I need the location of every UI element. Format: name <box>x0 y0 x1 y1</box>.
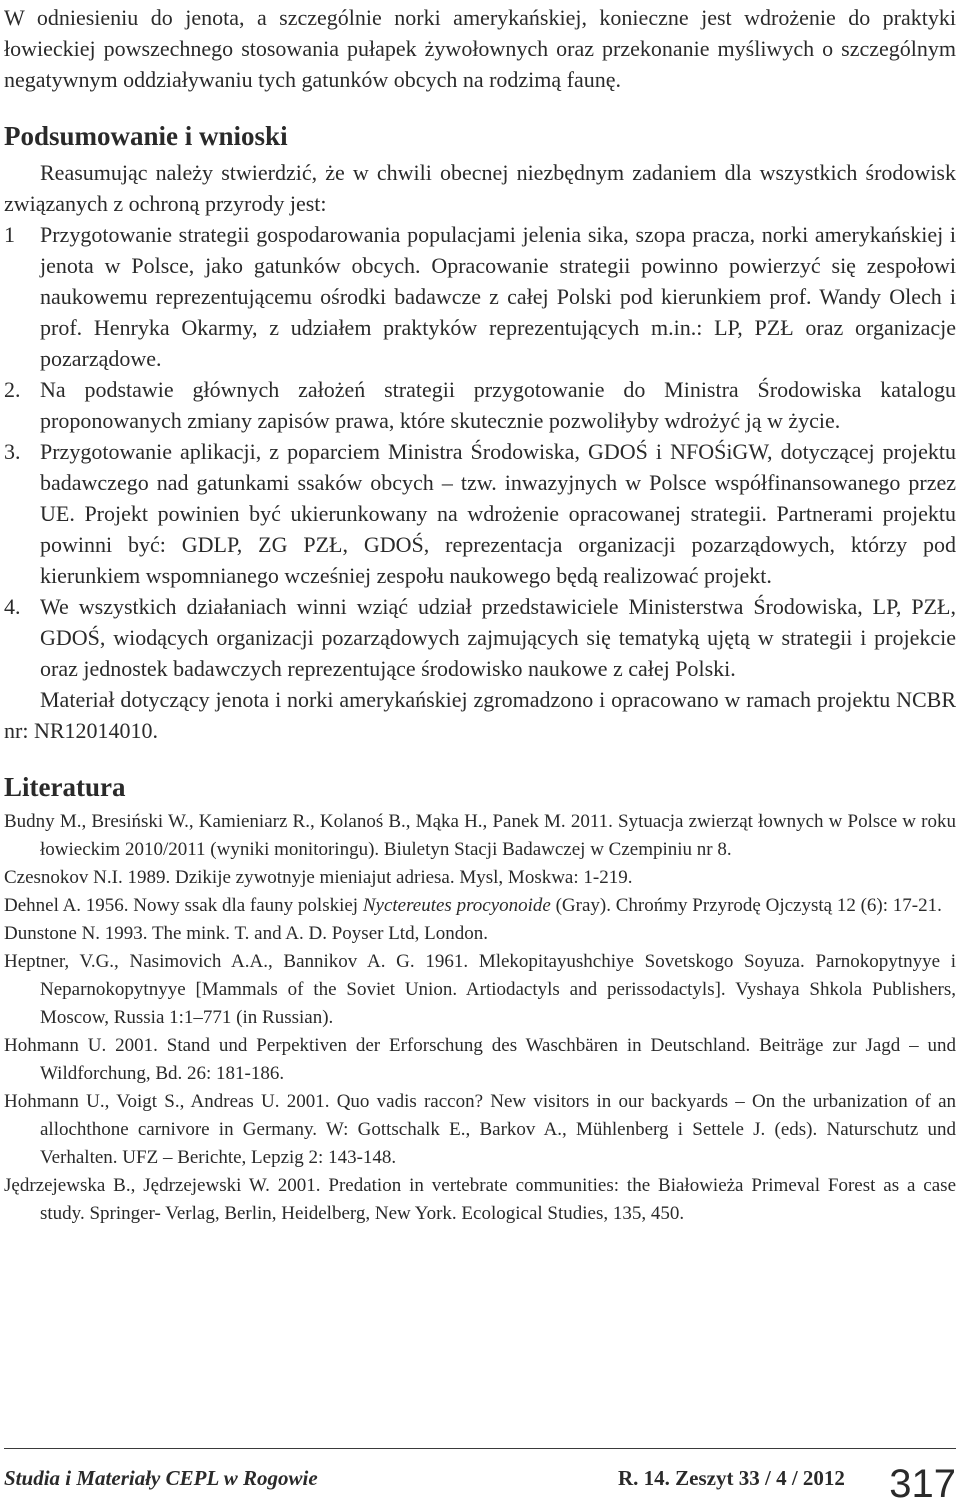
list-item <box>4 374 956 436</box>
body-text <box>4 2 956 1228</box>
reference-entry <box>4 864 956 892</box>
summary-lead-paragraph: Reasumując należy stwierdzić, że w chwili obecnej niezbędnym zadaniem dla wszystkich środowisk związanych z ochroną przyrody jest: <box>4 160 956 216</box>
page-number: 317 <box>889 1462 956 1506</box>
footer-divider <box>4 1448 956 1449</box>
list-item <box>4 591 956 684</box>
section-heading-literature: Literatura <box>4 772 126 802</box>
reference-species-name: Nyctereutes procyonoide <box>362 895 551 916</box>
funding-note-paragraph: Materiał dotyczący jenota i norki amerykańskiej zgromadzono i opracowano w ramach projektu NCBR nr: NR12014010. <box>4 687 956 743</box>
list-item-text: Na podstawie głównych założeń strategii przygotowanie do Ministra Środowiska katalogu proponowanych zmiany zapisów prawa, które skutecznie pozwoliłyby wdrożyć ją w życie. <box>40 377 956 433</box>
reference-text: Hohmann U., Voigt S., Andreas U. 2001. Quo vadis raccon? New visitors in our backyards – On the urbanization of an allochthone carnivore in Germany. W: Gottschalk E., Barkov A., Mühlenberg i Settele J. (eds). Naturschutz und Verhalten. UFZ – Berichte, Lepzig 2: 143-148. <box>4 1091 956 1168</box>
footer-journal-title: Studia i Materiały CEPL w Rogowie <box>4 1466 318 1490</box>
reference-text: Dunstone N. 1993. The mink. T. and A. D. Poyser Ltd, London. <box>4 923 488 944</box>
reference-entry <box>4 1088 956 1172</box>
reference-entry <box>4 892 956 920</box>
reference-entry <box>4 1032 956 1088</box>
list-item <box>4 436 956 591</box>
reference-entry <box>4 948 956 1032</box>
list-item <box>4 219 956 374</box>
list-item-number: 3. <box>4 439 21 464</box>
reference-text: Budny M., Bresiński W., Kamieniarz R., Kolanoś B., Mąka H., Panek M. 2011. Sytuacja zwierząt łownych w Polsce w roku łowieckim 2010/2011 (wyniki monitoringu). Biuletyn Stacji Badawczej w Czempiniu nr 8. <box>4 811 956 860</box>
list-item-number: 1 <box>4 222 15 247</box>
conclusions-list <box>4 219 956 684</box>
reference-text: Dehnel A. 1956. Nowy ssak dla fauny polskiej <box>4 895 363 916</box>
reference-text: Hohmann U. 2001. Stand und Perpektiven der Erforschung des Waschbären in Deutschland. Beiträge zur Jagd – und Wildforchung, Bd. 26: 181-186. <box>4 1035 956 1084</box>
list-item-text: Przygotowanie aplikacji, z poparciem Ministra Środowiska, GDOŚ i NFOŚiGW, dotyczącej projektu badawczego nad gatunkami ssaków obcych – tzw. inwazyjnych w Polsce współfinansowanego przez UE. Projekt powinien być ukierunkowany na wdrożenie opracowanej strategii. Partnerami projektu powinni być: GDLP, ZG PZŁ, GDOŚ, reprezentacja organizacji pozarządowych, którzy pod kierunkiem wspomnianego wcześniej zespołu naukowego będą realizować projekt. <box>40 439 956 588</box>
reference-entry <box>4 808 956 864</box>
reference-entry <box>4 920 956 948</box>
reference-text-continued: (Gray). Chrońmy Przyrodę Ojczystą 12 (6): 17-21. <box>550 895 942 916</box>
footer-issue-info: R. 14. Zeszyt 33 / 4 / 2012 <box>618 1466 845 1490</box>
reference-entry <box>4 1172 956 1228</box>
reference-list <box>4 808 956 1228</box>
list-item-text: We wszystkich działaniach winni wziąć udział przedstawiciele Ministerstwa Środowiska, LP, PZŁ, GDOŚ, wiodących organizacji pozarządowych zajmujących się tematyką ujętą w strategii i projekcie oraz jednostek badawczych reprezentujące środowisko naukowe z całej Polski. <box>40 594 956 681</box>
intro-paragraph: W odniesieniu do jenota, a szczególnie norki amerykańskiej, konieczne jest wdrożenie do praktyki łowieckiej powszechnego stosowania pułapek żywołownych oraz przekonanie myśliwych o szczególnym negatywnym oddziaływaniu tych gatunków obcych na rodzimą faunę. <box>4 5 956 92</box>
reference-text: Jędrzejewska B., Jędrzejewski W. 2001. Predation in vertebrate communities: the Białowieża Primeval Forest as a case study. Springer- Verlag, Berlin, Heidelberg, New York. Ecological Studies, 135, 450. <box>4 1175 956 1224</box>
section-heading-summary: Podsumowanie i wnioski <box>4 121 288 151</box>
list-item-number: 2. <box>4 377 21 402</box>
reference-text: Heptner, V.G., Nasimovich A.A., Bannikov A. G. 1961. Mlekopitayushchiye Sovetskogo Soyuza. Parnokopytnyye i Neparnokopytnyye [Mammals of the Soviet Union. Artiodactyls and perissodactyls]. Vyshaya Shkola Publishers, Moscow, Russia 1:1–771 (in Russian). <box>4 951 956 1028</box>
reference-text: Czesnokov N.I. 1989. Dzikije zywotnyje mieniajut adriesa. Mysl, Moskwa: 1-219. <box>4 867 633 888</box>
list-item-text: Przygotowanie strategii gospodarowania populacjami jelenia sika, szopa pracza, norki amerykańskiej i jenota w Polsce, jako gatunków obcych. Opracowanie strategii powinno powierzyć się zespołowi naukowemu reprezentującemu ośrodki badawcze z całej Polski pod kierunkiem prof. Wandy Olech i prof. Henryka Okarmy, z udziałem praktyków reprezentujących m.in.: LP, PZŁ oraz organizacje pozarządowe. <box>40 222 956 371</box>
list-item-number: 4. <box>4 594 21 619</box>
